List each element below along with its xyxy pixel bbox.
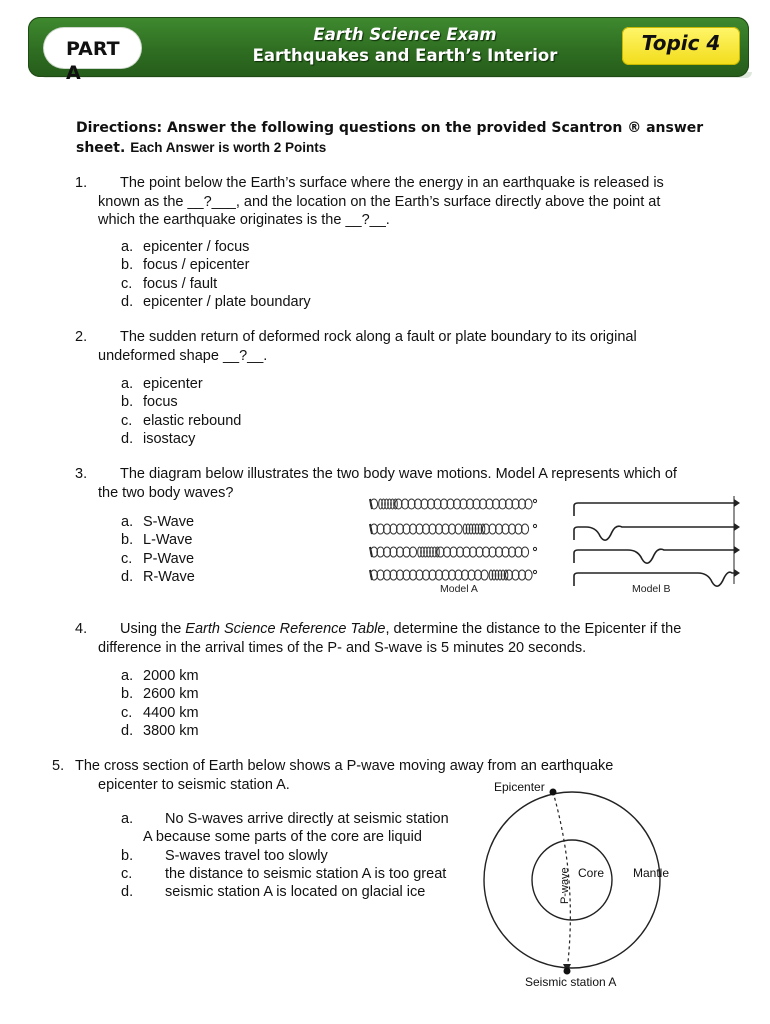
reference-table-title: Earth Science Reference Table	[185, 621, 386, 637]
option-a[interactable]: a. S-Wave	[121, 514, 195, 530]
option-b[interactable]: b. L-Wave	[121, 532, 193, 549]
model-a-label: Model A	[440, 583, 478, 595]
part-label: PART A	[66, 38, 120, 84]
question-number: 4.	[75, 621, 88, 637]
option-c[interactable]: c. 4400 km	[121, 704, 199, 721]
question-text: The point below the Earth’s surface where the energy in an earthquake is released is known as the __?___, and the location on the Earth’s surface directly above the point at which the earthquake originates is the __?__.	[98, 175, 664, 228]
option-c[interactable]: c. the distance to seismic station A is too great	[121, 865, 447, 882]
option-d[interactable]: d. epicenter / plate boundary	[121, 293, 311, 310]
station-label: Seismic station A	[525, 975, 617, 989]
rope-arrows	[734, 499, 740, 577]
option-b[interactable]: b. focus	[121, 394, 178, 411]
option-a[interactable]: a. epicenter / focus	[121, 239, 250, 255]
topic-label: Topic 4	[641, 31, 721, 55]
exam-title-line2: Earthquakes and Earth’s Interior	[252, 46, 558, 65]
arrow-icon	[734, 546, 740, 554]
exam-title-line1: Earth Science Exam	[313, 25, 497, 44]
question-text-line2: epicenter to seismic station A.	[98, 776, 290, 793]
option-a[interactable]: a. 2000 km	[121, 668, 199, 684]
option-d[interactable]: d. seismic station A is located on glacial ice	[121, 884, 426, 901]
arrow-icon	[734, 523, 740, 531]
exam-title	[230, 24, 580, 66]
option-b[interactable]: b. focus / epicenter	[121, 257, 250, 274]
question-text-line1: The cross section of Earth below shows a P-wave moving away from an earthquake	[75, 758, 614, 774]
question-5-options	[121, 810, 481, 901]
epicenter-dot	[550, 789, 557, 796]
rope-1	[574, 503, 734, 516]
model-b-ropes	[574, 503, 734, 586]
directions	[76, 119, 716, 158]
arrow-icon	[734, 499, 740, 507]
option-d[interactable]: d. isostacy	[121, 430, 196, 447]
option-c[interactable]: c. elastic rebound	[121, 412, 242, 429]
option-c[interactable]: c. focus / fault	[121, 275, 218, 292]
coil-end	[533, 547, 536, 550]
option-b[interactable]: b. S-waves travel too slowly	[121, 847, 328, 864]
core-outline	[532, 840, 612, 920]
question-3-options	[121, 513, 195, 586]
earth-cross-section	[478, 776, 688, 994]
coil-end	[533, 524, 536, 527]
arrow-icon	[734, 569, 740, 577]
directions-main: Directions: Answer the following questions on the provided Scantron ® answer sheet.	[76, 120, 704, 156]
question-2-options	[121, 375, 241, 448]
question-1-options	[121, 238, 311, 311]
rope-2	[574, 526, 734, 540]
body-wave-diagram	[368, 492, 740, 598]
question-number: 2.	[75, 329, 88, 345]
question-text: Using the Earth Science Reference Table, determine the distance to the Epicenter if the difference in the arrival times of the P- and S-wave is 5 minutes 20 seconds.	[98, 621, 682, 656]
option-b[interactable]: b. 2600 km	[121, 686, 199, 703]
station-dot	[564, 968, 571, 975]
question-text: The diagram below illustrates the two body wave motions. Model A represents which of the two body waves?	[98, 466, 677, 501]
coil-end	[533, 499, 536, 502]
directions-points: Each Answer is worth 2 Points	[130, 140, 327, 155]
option-d[interactable]: d. R-Wave	[121, 568, 195, 585]
model-a-coils	[370, 499, 537, 580]
question-number: 3.	[75, 466, 88, 482]
option-a[interactable]: a. No S-waves arrive directly at seismic station	[121, 811, 449, 827]
option-c[interactable]: c. P-Wave	[121, 550, 195, 567]
mantle-label: Mantle	[633, 866, 670, 880]
option-d[interactable]: d. 3800 km	[121, 722, 199, 739]
question-text: The sudden return of deformed rock along a fault or plate boundary to its original undeformed shape __?__.	[98, 329, 637, 364]
coil-end	[533, 570, 536, 573]
option-a[interactable]: a. epicenter	[121, 376, 203, 392]
question-4-options	[121, 667, 199, 740]
epicenter-label: Epicenter	[494, 780, 545, 794]
option-a-continued: A because some parts of the core are liquid	[143, 829, 422, 846]
p-wave-label: P-wave	[559, 867, 571, 904]
question-number: 1.	[75, 175, 88, 191]
rope-3	[574, 549, 734, 563]
question-number: 5.	[52, 758, 65, 774]
model-b-label: Model B	[632, 583, 671, 595]
core-label: Core	[578, 866, 605, 880]
